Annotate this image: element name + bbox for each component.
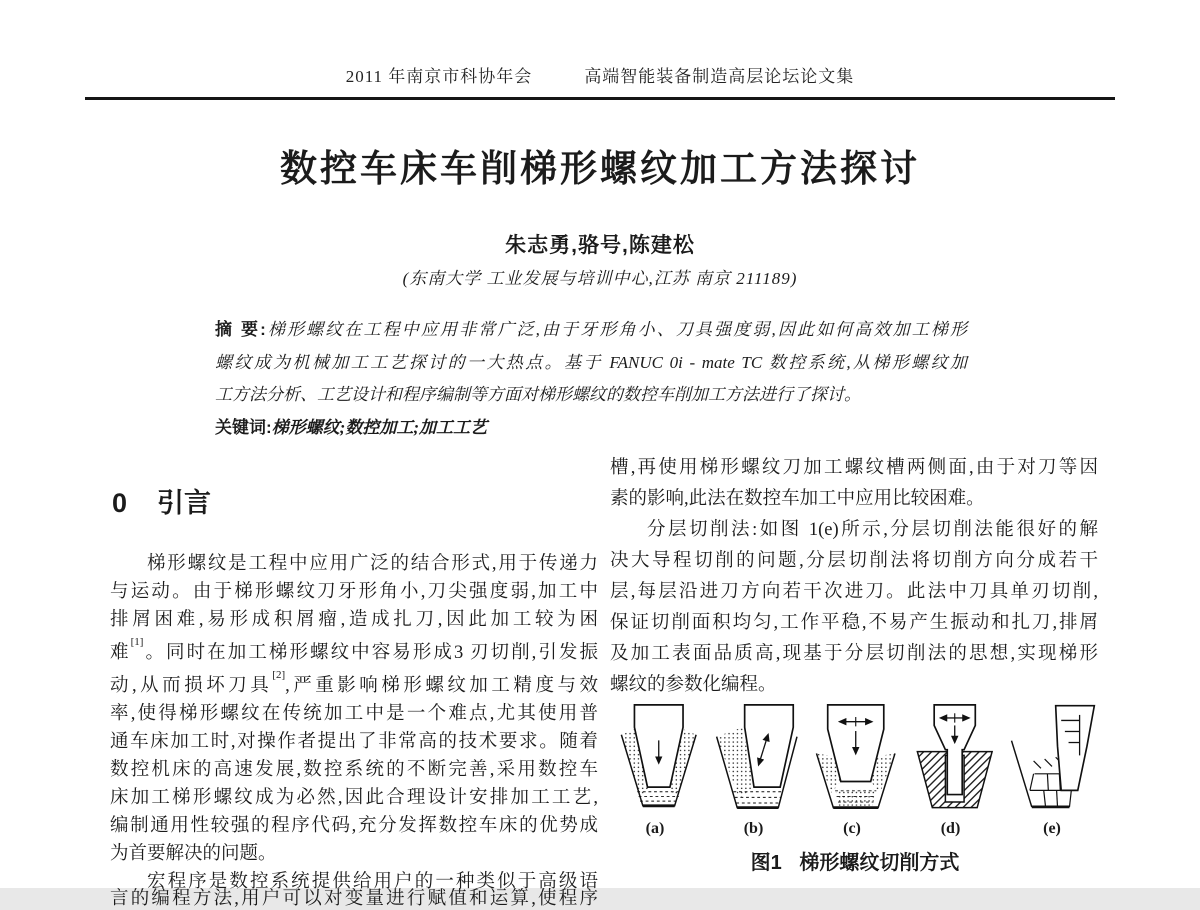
abstract-line-2: 螺纹成为机械加工工艺探讨的一大热点。基于 FANUC 0i - mate TC 数控系统,从梯形螺纹加	[215, 352, 967, 372]
subfigure-b	[711, 703, 797, 838]
body-line: 为首要解决的问题。	[110, 844, 277, 865]
reference-marker: [1]	[130, 636, 144, 648]
body-line: 层,每层沿进刀方向若干次进刀。此法中刀具单刃切削,	[610, 582, 1098, 602]
body-line: 通车床加工时,对操作者提出了非常高的技术要求。随着	[110, 732, 598, 753]
body-line: 率,使得梯形螺纹在传统加工中是一个难点,尤其使用普	[110, 704, 598, 725]
cutoff-body-line: 言的编程方法,用户可以对变量进行赋值和运算,使程序	[110, 889, 598, 909]
subfigure-label: (a)	[645, 820, 665, 837]
section-title: 引言	[157, 488, 212, 518]
cutting-diagram-layered	[1006, 703, 1098, 817]
subfigure-c	[809, 703, 895, 838]
body-line: 保证切削面积均匀,工作平稳,不易产生振动和扎刀,排屑	[610, 613, 1098, 633]
cutting-diagram-grooving	[908, 703, 994, 817]
header-proceedings: 高端智能装备制造高层论坛论文集	[584, 67, 855, 86]
keywords-label: 关键词:	[215, 417, 272, 437]
keywords-line	[215, 412, 967, 445]
figure-caption-number: 图1	[750, 852, 782, 874]
abstract-label: 摘 要:	[215, 320, 266, 339]
authors: 朱志勇,骆号,陈建松	[505, 234, 695, 257]
body-line: 素的影响,此法在数控车加工中应用比较困难。	[610, 489, 985, 509]
body-line: 床加工梯形螺纹成为必然,因此合理设计安排加工工艺,	[110, 788, 598, 809]
subfigure-label: (b)	[743, 820, 764, 837]
subfigure-label: (c)	[843, 820, 861, 837]
body-line: 编制通用性较强的程序代码,充分发挥数控车床的优势成	[110, 816, 598, 837]
subfigure-e	[1006, 703, 1098, 838]
paper-title: 数控车床车削梯形螺纹加工方法探讨	[280, 148, 920, 189]
body-line: 分层切削法:如图 1(e)所示,分层切削法能很好的解	[647, 520, 1098, 540]
subfigure-a	[612, 703, 698, 838]
reference-marker: [2]	[272, 669, 286, 682]
subfigure-label: (d)	[940, 820, 961, 837]
body-line: 及加工表面品质高,现基于分层切削法的思想,实现梯形	[610, 644, 1098, 664]
body-line: 动,从而损坏刀具[2],严重影响梯形螺纹加工精度与效	[110, 669, 598, 697]
body-line: 难[1]。同时在加工梯形螺纹中容易形成3 刃切削,引发振	[110, 636, 598, 664]
cutting-diagram-flank-infeed	[711, 703, 797, 817]
section-heading	[112, 481, 211, 520]
body-line: 梯形螺纹是工程中应用广泛的结合形式,用于传递力	[147, 554, 598, 574]
body-line: 槽,再使用梯形螺纹刀加工螺纹槽两侧面,由于对刀等因	[610, 458, 1098, 478]
abstract-line-1: 摘 要:梯形螺纹在工程中应用非常广泛,由于牙形角小、刀具强度弱,因此如何高效加工梯形	[215, 320, 967, 339]
body-line: 宏程序是数控系统提供给用户的一种类似于高级语	[147, 872, 598, 893]
section-number: 0	[112, 488, 128, 518]
cutting-diagram-straight-infeed	[612, 703, 698, 817]
figure-caption-text: 梯形螺纹切削方式	[799, 852, 960, 874]
header-rule	[85, 97, 1115, 100]
right-column	[610, 453, 1098, 701]
figure-1	[612, 703, 1098, 838]
keywords-text: 梯形螺纹;数控加工;加工工艺	[271, 417, 487, 437]
left-column	[110, 550, 598, 896]
body-line: 数控机床的高速发展,数控系统的不断完善,采用数控车	[110, 760, 598, 781]
page-header	[0, 62, 1200, 87]
header-conference: 2011 年南京市科协年会	[345, 67, 533, 86]
subfigure-d	[908, 703, 994, 838]
abstract-line-3: 工方法分析、工艺设计和程序编制等方面对梯形螺纹的数控车削加工方法进行了探讨。	[215, 385, 861, 404]
abstract-block	[215, 314, 967, 444]
affiliation: (东南大学 工业发展与培训中心,江苏 南京 211189)	[402, 269, 798, 288]
body-line: 决大导程切削的问题,分层切削法将切削方向分成若干	[610, 551, 1098, 571]
body-line: 排屑困难,易形成积屑瘤,造成扎刀,因此加工较为困	[110, 610, 598, 630]
cutting-diagram-alternate-flank	[809, 703, 895, 817]
figure-caption	[612, 846, 1098, 875]
body-line: 螺纹的参数化编程。	[610, 675, 777, 695]
subfigure-label: (e)	[1043, 820, 1061, 837]
body-line: 与运动。由于梯形螺纹刀牙形角小,刀尖强度弱,加工中	[110, 582, 598, 602]
